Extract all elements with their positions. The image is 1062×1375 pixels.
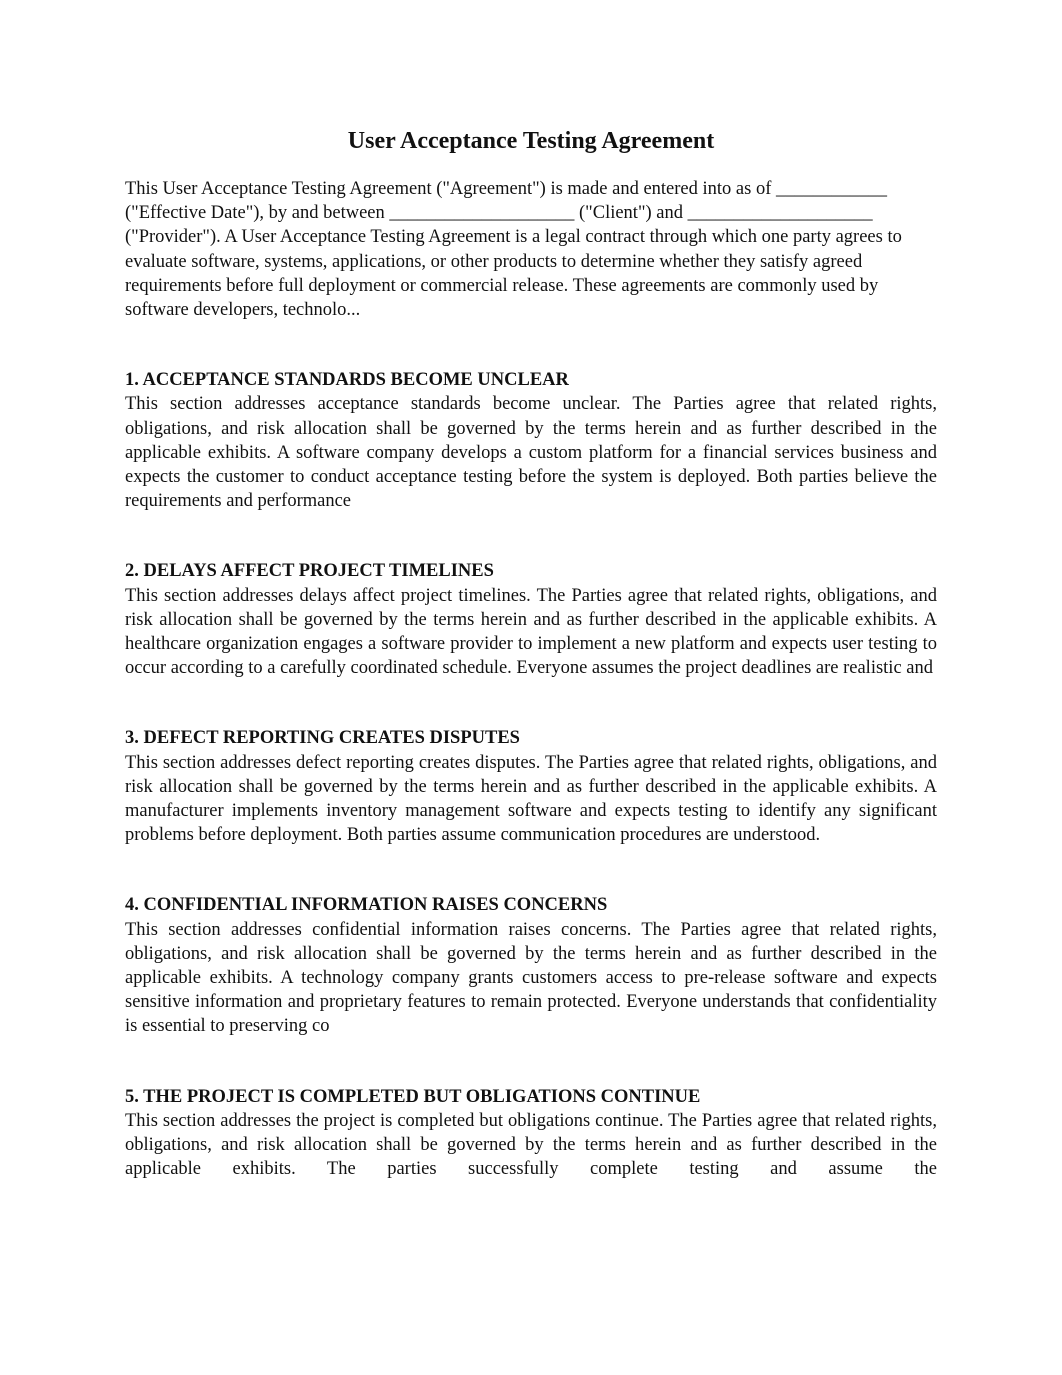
section-heading: 5. THE PROJECT IS COMPLETED BUT OBLIGATIONS CONTINUE [125,1086,701,1107]
document-title: User Acceptance Testing Agreement [347,128,715,154]
section-heading: 4. CONFIDENTIAL INFORMATION RAISES CONCERNS [125,895,608,916]
section-heading: 2. DELAYS AFFECT PROJECT TIMELINES [125,561,494,582]
document-content [125,124,937,1182]
section-body: This section addresses defect reporting creates disputes. The Parties agree that related rights, obligations, and risk allocation shall be governed by the terms herein and as further described in the applicable exhibits. A manufacturer implements inventory management software and expects testing to identify any significant problems before deployment. Both parties assume communication procedures are understood. [125,752,937,846]
section-1 [125,368,937,513]
section-2 [125,559,937,680]
section-heading: 3. DEFECT REPORTING CREATES DISPUTES [125,728,520,749]
intro-paragraph: This User Acceptance Testing Agreement ("Agreement") is made and entered into as of ____________ ("Effective Date"), by and between ____________________ ("Client") and ____________________ ("Provider"). A User Acceptance Testing Agreement is a legal contract through which one party agrees to evaluate software, systems, applications, or other products to determine whether they satisfy agreed requirements before full deployment or commercial release. These agreements are commonly used by software developers, technolo... [125,179,902,321]
section-heading: 1. ACCEPTANCE STANDARDS BECOME UNCLEAR [125,370,569,391]
section-5 [125,1085,937,1182]
section-body: This section addresses the project is completed but obligations continue. The Parties agree that related rights, obligations, and risk allocation shall be governed by the terms herein and as further described in the applicable exhibits. The parties successfully complete testing and assume the [125,1110,937,1180]
section-body: This section addresses acceptance standards become unclear. The Parties agree that related rights, obligations, and risk allocation shall be governed by the terms herein and as further described in the applicable exhibits. A software company develops a custom platform for a financial services business and expects the customer to conduct acceptance testing before the system is deployed. Both parties believe the requirements and performance [125,394,937,512]
section-3 [125,726,937,847]
section-4 [125,893,937,1038]
section-body: This section addresses delays affect project timelines. The Parties agree that related rights, obligations, and risk allocation shall be governed by the terms herein and as further described in the applicable exhibits. A healthcare organization engages a software provider to implement a new platform and expects user testing to occur according to a carefully coordinated schedule. Everyone assumes the project deadlines are realistic and [125,585,937,679]
section-body: This section addresses confidential information raises concerns. The Parties agree that related rights, obligations, and risk allocation shall be governed by the terms herein and as further described in the applicable exhibits. A technology company grants customers access to pre-release software and expects sensitive information and proprietary features to remain protected. Everyone understands that confidentiality is essential to preserving co [125,919,937,1037]
